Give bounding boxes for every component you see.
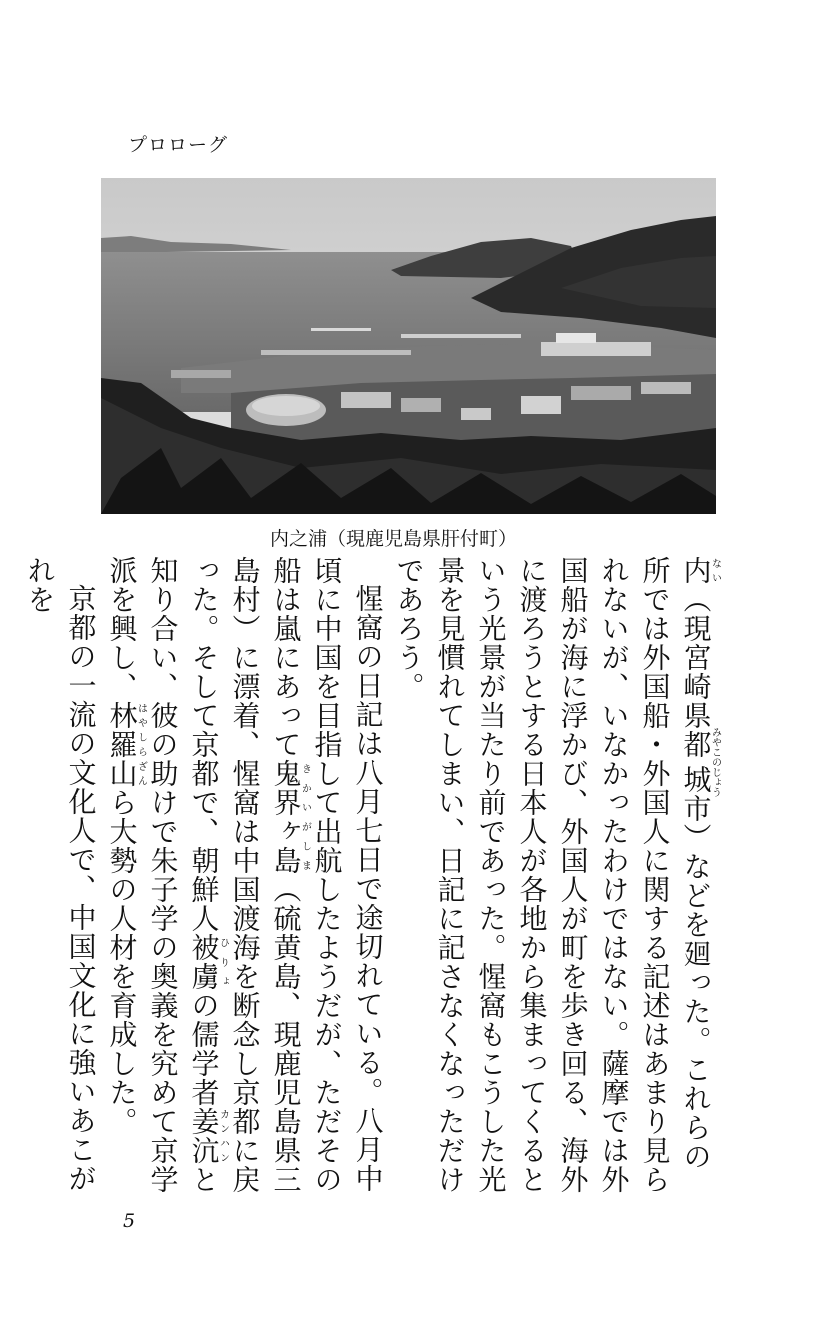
harbor-photo-graphic xyxy=(101,178,716,514)
ruby-reading: ない xyxy=(709,556,721,585)
ruby-word xyxy=(679,727,721,797)
ruby-base: 都城 xyxy=(679,727,713,797)
ruby-base: 内 xyxy=(679,556,713,585)
ruby-base: 姜沆 xyxy=(187,1107,221,1165)
ruby-base: 林羅山 xyxy=(105,701,139,788)
ruby-word xyxy=(105,701,147,788)
ruby-base: 鬼界ヶ島 xyxy=(269,759,303,875)
ruby-reading: カンハン xyxy=(217,1107,229,1165)
text-run: 惺窩の日記は八月七日で途切れている。八月中頃に中国を目指して出航したようだが、ただその船は嵐にあって xyxy=(269,556,385,1194)
chapter-title: プロローグ xyxy=(128,134,229,156)
ruby-reading: みやこのじょう xyxy=(709,727,721,797)
text-run: 京都の一流の文化人で、中国文化に強いあこがれを xyxy=(23,556,98,1193)
paragraph-3 xyxy=(20,556,102,1196)
text-run: （現宮崎県 xyxy=(679,585,713,730)
ruby-base: 被虜 xyxy=(187,933,221,991)
body-text xyxy=(23,556,721,1196)
page-number: 5 xyxy=(123,1210,136,1232)
ruby-reading: ひりょ xyxy=(217,933,229,991)
paragraph-1 xyxy=(389,556,721,1196)
ruby-reading: はやしらざん xyxy=(135,701,147,788)
photo-caption: 内之浦（現鹿児島県肝付町） xyxy=(270,528,518,550)
harbor-photo xyxy=(101,178,716,514)
ruby-reading: きかいがしま xyxy=(299,759,311,875)
text-run: （硫黄島、現鹿児島県三島村）に漂着、惺窩は中国渡海を断念し京都に戻った。そして京都で、朝鮮人 xyxy=(187,556,303,1194)
text-run: と知り合い、彼の助けで朱子学の奥義を究めて京学派を興し、 xyxy=(105,556,221,1194)
ruby-word xyxy=(679,556,721,585)
paragraph-2 xyxy=(102,556,389,1196)
ruby-word xyxy=(187,933,229,991)
ruby-word xyxy=(269,759,311,875)
text-run: の儒学者 xyxy=(187,991,221,1107)
text-run: ら大勢の人材を育成した。 xyxy=(105,788,139,1136)
text-run: 市）などを廻った。これらの所では外国船・外国人に関する記述はあまり見られないが、いなかったわけではない。薩摩では外国船が海に浮かび、外国人が町を歩き回る、海外に渡ろうとする日本人が各地から集まってくるという光景が当たり前であった。惺窩もこうした光景を見慣れてしまい、日記に記さなくなっただけであろう。 xyxy=(392,556,713,1194)
ruby-word xyxy=(187,1107,229,1165)
